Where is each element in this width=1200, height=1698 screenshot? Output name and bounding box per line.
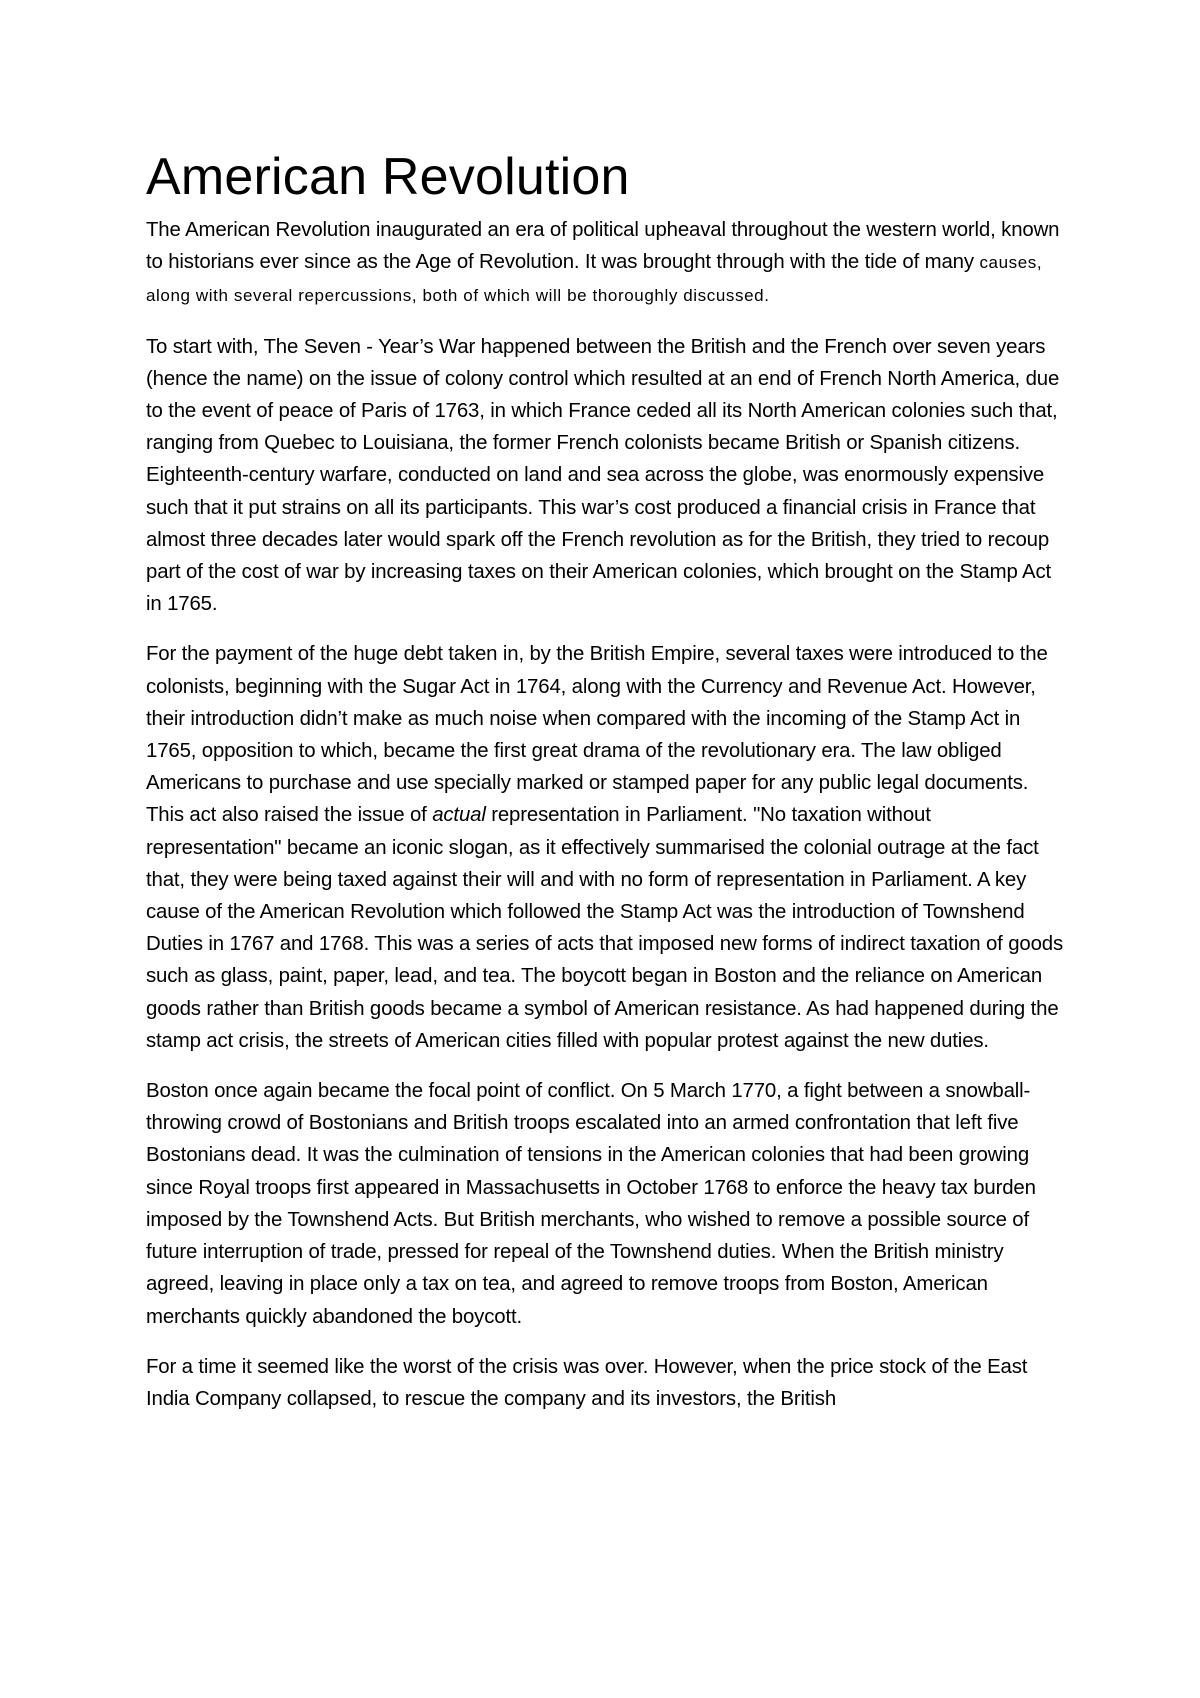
paragraph-taxation-italic: actual bbox=[432, 804, 486, 827]
paragraph-taxation-part2: representation in Parliament. "No taxation without representation" became an iconic slogan, as it effectively summarised the colonial outrage at the fact that, they were being taxed against their will and with no form of representation in Parliament. A key cause of the American Revolution which followed the Stamp Act was the introduction of Townshend Duties in 1767 and 1768. This was a series of acts that imposed new forms of indirect taxation of goods such as glass, paint, paper, lead, and tea. The boycott began in Boston and the reliance on American goods rather than British goods became a symbol of American resistance. As had happened during the stamp act crisis, the streets of American cities filled with popular protest against the new duties. bbox=[146, 804, 1063, 1052]
paragraph-boston-massacre: Boston once again became the focal point of conflict. On 5 March 1770, a fight between a snowball-throwing crowd of Bostonians and British troops escalated into an armed confrontation that left five Bostonians dead. It was the culmination of tensions in the American colonies that had been growing since Royal troops first appeared in Massachusetts in October 1768 to enforce the heavy tax burden imposed by the Townshend Acts. But British merchants, who wished to remove a possible source of future interruption of trade, pressed for repeal of the Townshend duties. When the British ministry agreed, leaving in place only a tax on tea, and agreed to remove troops from Boston, American merchants quickly abandoned the boycott. bbox=[146, 1080, 1036, 1328]
paragraph-taxation bbox=[146, 638, 1066, 1057]
document-title: American Revolution bbox=[146, 148, 630, 206]
paragraph-intro bbox=[146, 214, 1066, 313]
document-body bbox=[146, 146, 1066, 1433]
paragraph-intro-small: causes, along with several repercussions, both of which will be thoroughly discussed. bbox=[146, 253, 1043, 306]
paragraph-intro-main: The American Revolution inaugurated an era of political upheaval throughout the western world, known to historians ever since as the Age of Revolution. It was brought through with the tide of many bbox=[146, 219, 1060, 274]
paragraph-taxation-part1: For the payment of the huge debt taken in, by the British Empire, several taxes were introduced to the colonists, beginning with the Sugar Act in 1764, along with the Currency and Revenue Act. However, their introduction didn’t make as much noise when compared with the incoming of the Stamp Act in 1765, opposition to which, became the first great drama of the revolutionary era. The law obliged Americans to purchase and use specially marked or stamped paper for any public legal documents. This act also raised the issue of bbox=[146, 643, 1048, 827]
paragraph-east-india: For a time it seemed like the worst of the crisis was over. However, when the price stock of the East India Company collapsed, to rescue the company and its investors, the British bbox=[146, 1355, 1028, 1410]
paragraph-seven-years-war: To start with, The Seven - Year’s War happened between the British and the French over seven years (hence the name) on the issue of colony control which resulted at an end of French North America, due to the event of peace of Paris of 1763, in which France ceded all its North American colonies such that, ranging from Quebec to Louisiana, the former French colonists became British or Spanish citizens. Eighteenth-century warfare, conducted on land and sea across the globe, was enormously expensive such that it put strains on all its participants. This war’s cost produced a financial crisis in France that almost three decades later would spark off the French revolution as for the British, they tried to recoup part of the cost of war by increasing taxes on their American colonies, which brought on the Stamp Act in 1765. bbox=[146, 335, 1060, 616]
